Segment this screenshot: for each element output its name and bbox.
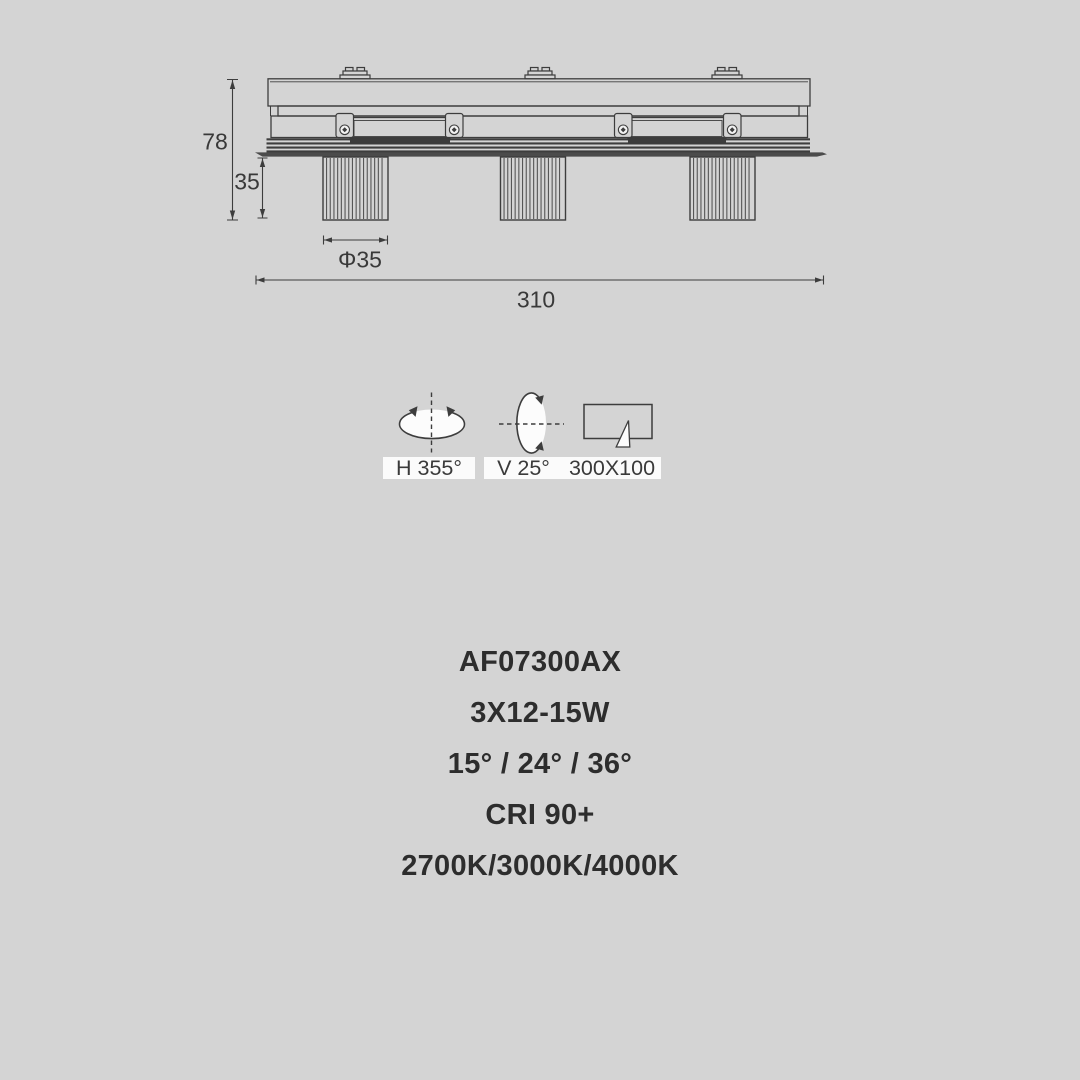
vertical-tilt-icon [499, 393, 564, 453]
feature-label-text: 300X100 [568, 455, 656, 480]
spec-wattage: 3X12-15W [470, 697, 610, 729]
dim-spot-diameter: Φ35 [338, 246, 382, 273]
spec-block [0, 637, 1080, 892]
heatsink-fins [267, 138, 811, 152]
dim-protrusion-depth: 35 [234, 168, 260, 195]
dim-overall-length: 310 [516, 286, 556, 313]
spot-cylinders [323, 157, 755, 220]
feature-label-text: H 355° [396, 455, 462, 480]
dim-total-height: 78 [202, 128, 228, 155]
feature-label-horizontal-rotation [383, 457, 475, 479]
feature-label-cutout-size [563, 457, 661, 479]
feature-label-text: V 25° [497, 455, 550, 480]
horizontal-rotation-icon [400, 393, 465, 453]
spec-model: AF07300AX [458, 646, 622, 678]
terminal-screws [340, 68, 742, 79]
ceiling-cutout-icon [584, 405, 652, 448]
spec-cri: CRI 90+ [485, 799, 595, 831]
spec-beam-angles: 15° / 24° / 36° [447, 748, 633, 780]
feature-label-vertical-tilt [484, 457, 563, 479]
spec-color-temps: 2700K/3000K/4000K [401, 850, 679, 882]
trim-flange [255, 152, 827, 156]
